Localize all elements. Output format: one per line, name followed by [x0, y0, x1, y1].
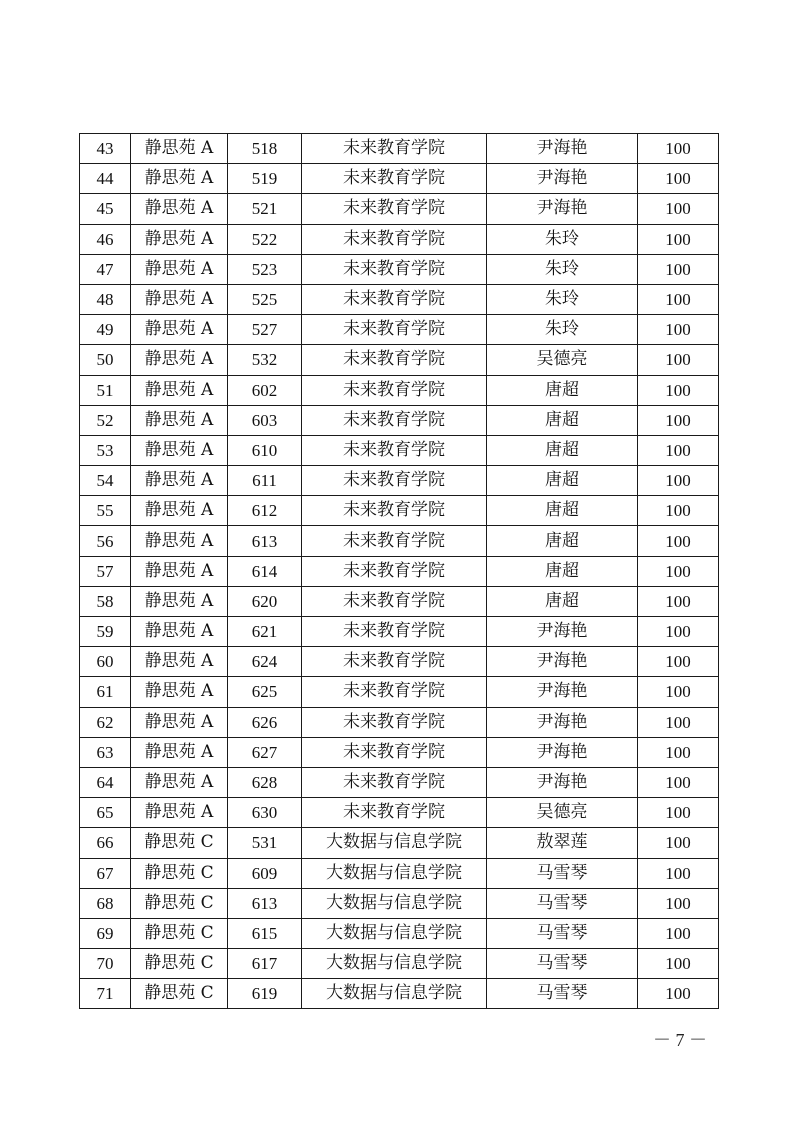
score-cell: 100 [638, 828, 719, 858]
building-cell: 静思苑 C [131, 858, 228, 888]
room-number-cell: 603 [228, 405, 302, 435]
dormitory-score-table-container [79, 133, 718, 1009]
counselor-cell: 尹海艳 [487, 194, 638, 224]
building-cell: 静思苑 A [131, 224, 228, 254]
room-number-cell: 625 [228, 677, 302, 707]
room-number-cell: 621 [228, 617, 302, 647]
room-number-cell: 613 [228, 888, 302, 918]
room-number-cell: 613 [228, 526, 302, 556]
counselor-cell: 马雪琴 [487, 858, 638, 888]
score-cell: 100 [638, 707, 719, 737]
score-cell: 100 [638, 164, 719, 194]
counselor-cell: 尹海艳 [487, 134, 638, 164]
row-number-cell: 49 [80, 315, 131, 345]
building-cell: 静思苑 C [131, 888, 228, 918]
score-cell: 100 [638, 737, 719, 767]
dormitory-score-table [79, 133, 719, 1009]
row-number-cell: 68 [80, 888, 131, 918]
counselor-cell: 敖翠莲 [487, 828, 638, 858]
room-number-cell: 612 [228, 496, 302, 526]
row-number-cell: 50 [80, 345, 131, 375]
score-cell: 100 [638, 466, 719, 496]
score-cell: 100 [638, 496, 719, 526]
room-number-cell: 615 [228, 918, 302, 948]
building-cell: 静思苑 A [131, 405, 228, 435]
room-number-cell: 527 [228, 315, 302, 345]
row-number-cell: 57 [80, 556, 131, 586]
counselor-cell: 马雪琴 [487, 888, 638, 918]
table-row [80, 949, 719, 979]
score-cell: 100 [638, 798, 719, 828]
row-number-cell: 58 [80, 586, 131, 616]
building-cell: 静思苑 A [131, 315, 228, 345]
score-cell: 100 [638, 586, 719, 616]
row-number-cell: 52 [80, 405, 131, 435]
building-cell: 静思苑 A [131, 164, 228, 194]
college-cell: 未来教育学院 [302, 164, 487, 194]
room-number-cell: 617 [228, 949, 302, 979]
score-cell: 100 [638, 617, 719, 647]
building-cell: 静思苑 A [131, 254, 228, 284]
counselor-cell: 朱玲 [487, 284, 638, 314]
table-row [80, 828, 719, 858]
college-cell: 未来教育学院 [302, 405, 487, 435]
college-cell: 大数据与信息学院 [302, 979, 487, 1009]
counselor-cell: 尹海艳 [487, 164, 638, 194]
college-cell: 未来教育学院 [302, 617, 487, 647]
table-row [80, 767, 719, 797]
counselor-cell: 朱玲 [487, 254, 638, 284]
college-cell: 未来教育学院 [302, 224, 487, 254]
table-row [80, 918, 719, 948]
table-body [80, 134, 719, 1009]
college-cell: 未来教育学院 [302, 315, 487, 345]
college-cell: 大数据与信息学院 [302, 858, 487, 888]
score-cell: 100 [638, 918, 719, 948]
building-cell: 静思苑 A [131, 586, 228, 616]
row-number-cell: 70 [80, 949, 131, 979]
counselor-cell: 吴德亮 [487, 345, 638, 375]
page-number: － 7 － [653, 1030, 707, 1050]
building-cell: 静思苑 A [131, 375, 228, 405]
college-cell: 未来教育学院 [302, 677, 487, 707]
row-number-cell: 71 [80, 979, 131, 1009]
college-cell: 大数据与信息学院 [302, 949, 487, 979]
building-cell: 静思苑 C [131, 828, 228, 858]
counselor-cell: 唐超 [487, 405, 638, 435]
building-cell: 静思苑 A [131, 798, 228, 828]
room-number-cell: 627 [228, 737, 302, 767]
room-number-cell: 628 [228, 767, 302, 797]
counselor-cell: 朱玲 [487, 315, 638, 345]
row-number-cell: 66 [80, 828, 131, 858]
building-cell: 静思苑 A [131, 345, 228, 375]
counselor-cell: 吴德亮 [487, 798, 638, 828]
row-number-cell: 43 [80, 134, 131, 164]
row-number-cell: 56 [80, 526, 131, 556]
row-number-cell: 59 [80, 617, 131, 647]
college-cell: 未来教育学院 [302, 375, 487, 405]
room-number-cell: 522 [228, 224, 302, 254]
counselor-cell: 唐超 [487, 526, 638, 556]
college-cell: 大数据与信息学院 [302, 828, 487, 858]
score-cell: 100 [638, 647, 719, 677]
table-row [80, 134, 719, 164]
room-number-cell: 521 [228, 194, 302, 224]
building-cell: 静思苑 A [131, 556, 228, 586]
building-cell: 静思苑 A [131, 134, 228, 164]
score-cell: 100 [638, 345, 719, 375]
building-cell: 静思苑 C [131, 979, 228, 1009]
table-row [80, 435, 719, 465]
college-cell: 大数据与信息学院 [302, 888, 487, 918]
row-number-cell: 65 [80, 798, 131, 828]
score-cell: 100 [638, 526, 719, 556]
college-cell: 未来教育学院 [302, 798, 487, 828]
table-row [80, 647, 719, 677]
score-cell: 100 [638, 979, 719, 1009]
table-row [80, 254, 719, 284]
table-row [80, 345, 719, 375]
building-cell: 静思苑 A [131, 617, 228, 647]
table-row [80, 315, 719, 345]
college-cell: 未来教育学院 [302, 435, 487, 465]
counselor-cell: 马雪琴 [487, 979, 638, 1009]
counselor-cell: 唐超 [487, 435, 638, 465]
building-cell: 静思苑 A [131, 526, 228, 556]
row-number-cell: 44 [80, 164, 131, 194]
counselor-cell: 尹海艳 [487, 677, 638, 707]
counselor-cell: 马雪琴 [487, 949, 638, 979]
row-number-cell: 61 [80, 677, 131, 707]
counselor-cell: 唐超 [487, 586, 638, 616]
score-cell: 100 [638, 315, 719, 345]
table-row [80, 979, 719, 1009]
room-number-cell: 619 [228, 979, 302, 1009]
college-cell: 未来教育学院 [302, 254, 487, 284]
row-number-cell: 51 [80, 375, 131, 405]
room-number-cell: 611 [228, 466, 302, 496]
row-number-cell: 55 [80, 496, 131, 526]
row-number-cell: 53 [80, 435, 131, 465]
counselor-cell: 唐超 [487, 496, 638, 526]
counselor-cell: 尹海艳 [487, 737, 638, 767]
row-number-cell: 45 [80, 194, 131, 224]
building-cell: 静思苑 A [131, 677, 228, 707]
building-cell: 静思苑 A [131, 496, 228, 526]
row-number-cell: 63 [80, 737, 131, 767]
table-row [80, 888, 719, 918]
table-row [80, 556, 719, 586]
score-cell: 100 [638, 254, 719, 284]
college-cell: 未来教育学院 [302, 647, 487, 677]
score-cell: 100 [638, 435, 719, 465]
college-cell: 未来教育学院 [302, 767, 487, 797]
room-number-cell: 531 [228, 828, 302, 858]
table-row [80, 164, 719, 194]
score-cell: 100 [638, 888, 719, 918]
table-row [80, 496, 719, 526]
table-row [80, 737, 719, 767]
row-number-cell: 46 [80, 224, 131, 254]
table-row [80, 586, 719, 616]
building-cell: 静思苑 A [131, 767, 228, 797]
score-cell: 100 [638, 134, 719, 164]
room-number-cell: 518 [228, 134, 302, 164]
room-number-cell: 630 [228, 798, 302, 828]
college-cell: 未来教育学院 [302, 284, 487, 314]
college-cell: 未来教育学院 [302, 496, 487, 526]
room-number-cell: 610 [228, 435, 302, 465]
college-cell: 未来教育学院 [302, 526, 487, 556]
table-row [80, 194, 719, 224]
row-number-cell: 69 [80, 918, 131, 948]
college-cell: 未来教育学院 [302, 134, 487, 164]
score-cell: 100 [638, 375, 719, 405]
row-number-cell: 60 [80, 647, 131, 677]
table-row [80, 526, 719, 556]
room-number-cell: 620 [228, 586, 302, 616]
table-row [80, 405, 719, 435]
row-number-cell: 48 [80, 284, 131, 314]
score-cell: 100 [638, 949, 719, 979]
room-number-cell: 624 [228, 647, 302, 677]
score-cell: 100 [638, 858, 719, 888]
room-number-cell: 626 [228, 707, 302, 737]
room-number-cell: 609 [228, 858, 302, 888]
table-row [80, 617, 719, 647]
college-cell: 未来教育学院 [302, 586, 487, 616]
room-number-cell: 519 [228, 164, 302, 194]
score-cell: 100 [638, 767, 719, 797]
score-cell: 100 [638, 224, 719, 254]
building-cell: 静思苑 A [131, 737, 228, 767]
counselor-cell: 唐超 [487, 556, 638, 586]
row-number-cell: 67 [80, 858, 131, 888]
building-cell: 静思苑 C [131, 949, 228, 979]
row-number-cell: 62 [80, 707, 131, 737]
college-cell: 未来教育学院 [302, 345, 487, 375]
college-cell: 未来教育学院 [302, 707, 487, 737]
college-cell: 未来教育学院 [302, 556, 487, 586]
score-cell: 100 [638, 284, 719, 314]
building-cell: 静思苑 C [131, 918, 228, 948]
room-number-cell: 523 [228, 254, 302, 284]
table-row [80, 284, 719, 314]
table-row [80, 707, 719, 737]
counselor-cell: 尹海艳 [487, 647, 638, 677]
counselor-cell: 唐超 [487, 375, 638, 405]
row-number-cell: 64 [80, 767, 131, 797]
row-number-cell: 47 [80, 254, 131, 284]
college-cell: 大数据与信息学院 [302, 918, 487, 948]
score-cell: 100 [638, 194, 719, 224]
score-cell: 100 [638, 677, 719, 707]
table-row [80, 858, 719, 888]
row-number-cell: 54 [80, 466, 131, 496]
table-row [80, 798, 719, 828]
table-row [80, 466, 719, 496]
score-cell: 100 [638, 405, 719, 435]
table-row [80, 375, 719, 405]
room-number-cell: 532 [228, 345, 302, 375]
counselor-cell: 唐超 [487, 466, 638, 496]
counselor-cell: 朱玲 [487, 224, 638, 254]
score-cell: 100 [638, 556, 719, 586]
room-number-cell: 614 [228, 556, 302, 586]
counselor-cell: 尹海艳 [487, 767, 638, 797]
building-cell: 静思苑 A [131, 707, 228, 737]
room-number-cell: 602 [228, 375, 302, 405]
building-cell: 静思苑 A [131, 647, 228, 677]
counselor-cell: 马雪琴 [487, 918, 638, 948]
table-row [80, 677, 719, 707]
building-cell: 静思苑 A [131, 466, 228, 496]
table-row [80, 224, 719, 254]
college-cell: 未来教育学院 [302, 466, 487, 496]
building-cell: 静思苑 A [131, 194, 228, 224]
building-cell: 静思苑 A [131, 435, 228, 465]
counselor-cell: 尹海艳 [487, 707, 638, 737]
building-cell: 静思苑 A [131, 284, 228, 314]
room-number-cell: 525 [228, 284, 302, 314]
college-cell: 未来教育学院 [302, 737, 487, 767]
college-cell: 未来教育学院 [302, 194, 487, 224]
counselor-cell: 尹海艳 [487, 617, 638, 647]
